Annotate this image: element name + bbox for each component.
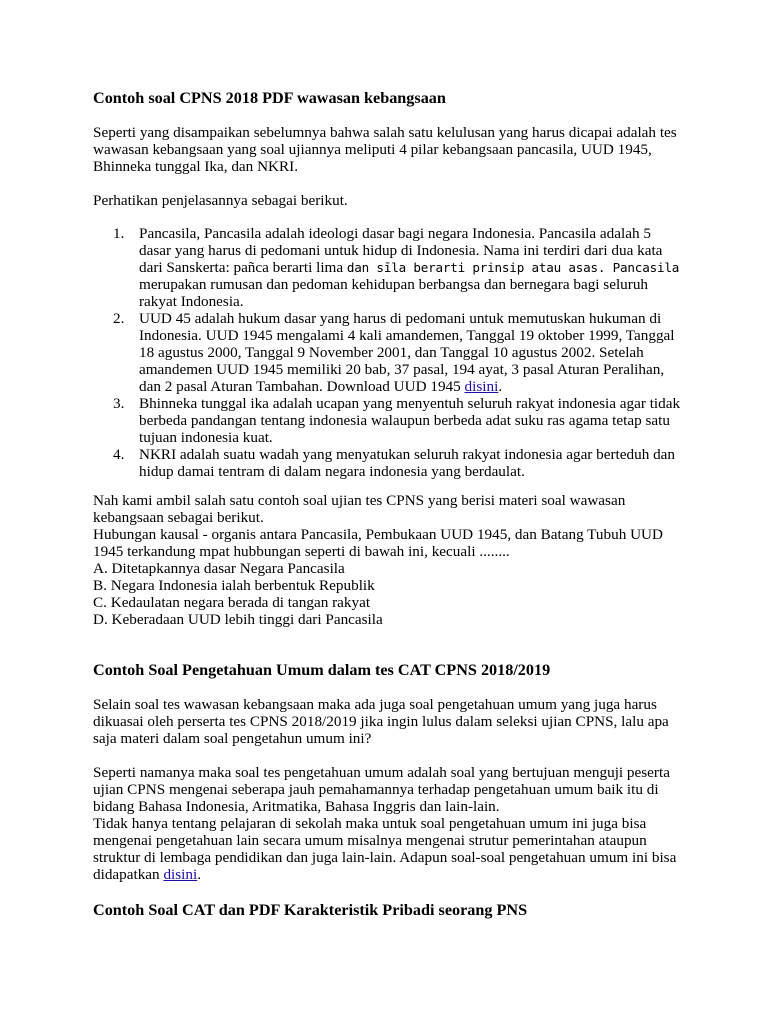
answer-option: D. Keberadaan UUD lebih tinggi dari Pancasila (93, 611, 383, 628)
list-text: Bhinneka tunggal ika adalah ucapan yang menyentuh seluruh rakyat indonesia agar tidak berbeda pandangan tentang indonesia walaupun berbeda adat suku ras agama tetap satu tujuan indonesia kuat. (139, 395, 681, 446)
list-item (113, 310, 683, 395)
list-text: NKRI adalah suatu wadah yang menyatukan seluruh rakyat indonesia agar berteduh dan hidup damai tentram di dalam negara indonesia yang berdaulat. (139, 446, 676, 480)
list-text: Pancasila, Pancasila adalah ideologi dasar bagi negara Indonesia. Pancasila adalah 5 dasar yang harus di pedomani untuk hidup di Indonesia. Nama ini terdiri dari dua kata dari Sanskerta: pañca berarti lima (139, 225, 663, 276)
list-text: merupakan rumusan dan pedoman kehidupan berbangsa dan bernegara bagi seluruh rakyat Indonesia. (139, 276, 649, 310)
paragraph-lead: Perhatikan penjelasannya sebagai berikut. (93, 192, 348, 209)
list-item (113, 395, 683, 446)
punctuation: . (498, 378, 503, 395)
list-item (113, 225, 683, 310)
download-uud-link[interactable]: disini (464, 378, 499, 395)
section-heading-karakteristik: Contoh Soal CAT dan PDF Karakteristik Pribadi seorang PNS (93, 901, 528, 919)
section-heading-pengetahuan: Contoh Soal Pengetahuan Umum dalam tes CAT CPNS 2018/2019 (93, 661, 551, 679)
paragraph-pengetahuan-3 (93, 815, 683, 883)
list-number: 4. (113, 446, 125, 463)
answer-option: B. Negara Indonesia ialah berbentuk Republik (93, 577, 375, 594)
paragraph-pengetahuan-2: Seperti namanya maka soal tes pengetahuan umum adalah soal yang bertujuan menguji peserta ujian CPNS mengenai seberapa jauh pemahamannya terhadap pengetahuan umum baik itu di bidang Bahasa Indonesia, Aritmatika, Bahasa Inggris dan lain-lain. (93, 764, 670, 815)
list-item (113, 446, 683, 480)
punctuation: . (197, 866, 201, 883)
answer-option: A. Ditetapkannya dasar Negara Pancasila (93, 560, 345, 577)
list-text: UUD 45 adalah hukum dasar yang harus di pedomani untuk memutuskan hukuman di Indonesia. UUD 1945 mengalami 4 kali amandemen, Tanggal 19 oktober 1999, Tanggal 18 agustus 2000, Tanggal 9 November 2001, dan Tanggal 10 agustus 2002. Setelah amandemen UUD 1945 memiliki 20 bab, 37 pasal, 194 ayat, 3 pasal Aturan Peralihan, dan 2 pasal Aturan Tambahan. Download UUD 1945 (139, 310, 675, 395)
section-heading-wawasan: Contoh soal CPNS 2018 PDF wawasan kebangsaan (93, 89, 446, 107)
list-number: 1. (113, 225, 125, 242)
pengetahuan-umum-link[interactable]: disini (163, 866, 198, 883)
answer-option: C. Kedaulatan negara berada di tangan rakyat (93, 594, 371, 611)
paragraph-intro: Seperti yang disampaikan sebelumnya bahwa salah satu kelulusan yang harus dicapai adalah tes wawasan kebangsaan yang soal ujiannya meliputi 4 pilar kebangsaan pancasila, UUD 1945, Bhinneka tunggal Ika, dan NKRI. (93, 124, 677, 175)
pillars-list (113, 225, 683, 480)
paragraph-text: Tidak hanya tentang pelajaran di sekolah maka untuk soal pengetahuan umum ini juga bisa mengenai pengetahuan lain secara umum misalnya mengenai strutur pemerintahan ataupun struktur di lembaga pendidikan dan juga lain-lain. Adapun soal-soal pengetahuan umum ini bisa didapatkan (93, 815, 677, 883)
paragraph-example-intro: Nah kami ambil salah satu contoh soal ujian tes CPNS yang berisi materi soal wawasan kebangsaan sebagai berikut. (93, 492, 626, 526)
list-number: 3. (113, 395, 125, 412)
list-number: 2. (113, 310, 125, 327)
question-text: Hubungan kausal - organis antara Pancasila, Pembukaan UUD 1945, dan Batang Tubuh UUD 1945 terkandung mpat hubbungan seperti di bawah ini, kecuali ........ (93, 526, 663, 560)
paragraph-pengetahuan-1: Selain soal tes wawasan kebangsaan maka ada juga soal pengetahuan umum yang juga harus dikuasai oleh perserta tes CPNS 2018/2019 jika ingin lulus dalam seleksi ujian CPNS, lalu apa saja materi dalam soal pengetahun umum ini? (93, 696, 669, 747)
list-text-alt-font: dan sīla berarti prinsip atau asas. Pancasila (346, 260, 680, 275)
question-block (93, 526, 683, 628)
